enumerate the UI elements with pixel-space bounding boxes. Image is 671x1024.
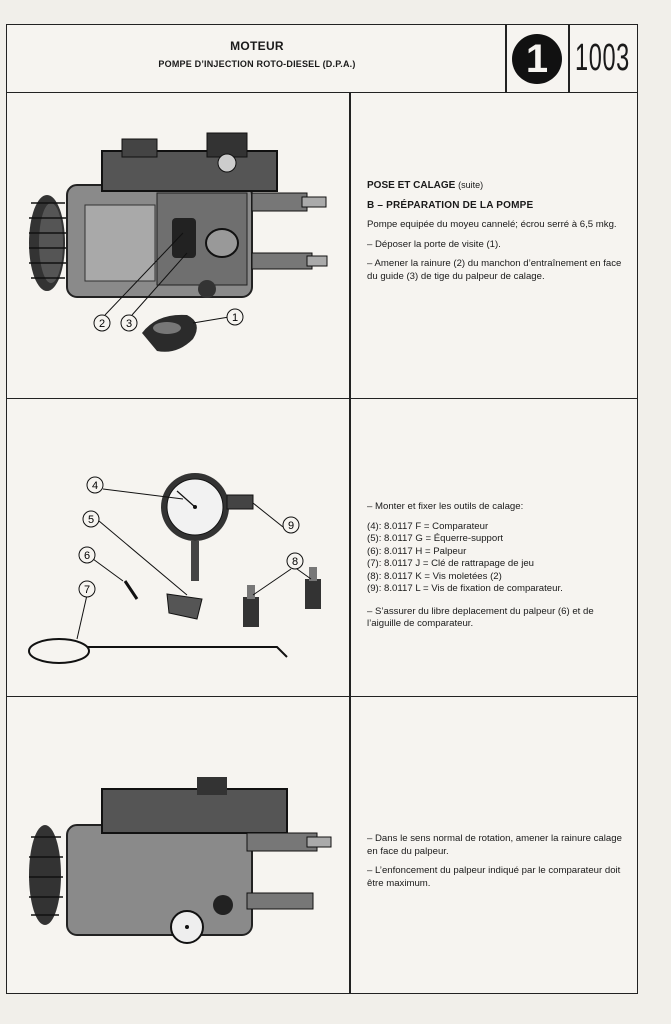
tool-item: (6): 8.0117 H = Palpeur (367, 545, 467, 557)
figure-tools-cell (7, 399, 349, 696)
callout-3: 3 (125, 318, 133, 330)
callout-2: 2 (98, 318, 106, 330)
text-tools-cell (351, 399, 637, 696)
section-preparation (7, 93, 637, 399)
page-header (7, 25, 637, 93)
manual-page (6, 24, 638, 994)
page-code: 1003 (575, 37, 630, 79)
step-bullet: – L’enfoncement du palpeur indiqué par le comparateur doit être maximum. (367, 865, 621, 889)
tool-item: (5): 8.0117 G = Équerre-support (367, 533, 504, 544)
step-bullet: – Dans le sens normal de rotation, amener la rainure calage en face du palpeur. (367, 833, 622, 857)
callout-8: 8 (291, 556, 299, 568)
tools-illustration (7, 399, 349, 696)
section-heading (367, 179, 627, 193)
callout-4: 4 (91, 480, 99, 492)
header-divider (505, 25, 507, 92)
text-preparation-cell (351, 93, 637, 398)
section-heading-main: POSE ET CALAGE (367, 180, 456, 191)
callout-9: 9 (287, 520, 295, 532)
figure-pump-gauge-cell (7, 697, 349, 993)
pump-with-gauge-illustration (7, 697, 349, 993)
tool-item: (7): 8.0117 J = Clé de rattrapage de jeu (367, 558, 535, 569)
section-rotation (7, 697, 637, 993)
tool-item: (8): 8.0117 K = Vis moletées (2) (367, 570, 502, 582)
section-heading-suffix: (suite) (458, 180, 484, 190)
callout-1: 1 (231, 312, 239, 324)
step-bullet: – Déposer la porte de visite (1). (367, 238, 501, 250)
pump-paragraph: Pompe equipée du moyeu cannelé; écrou serré à 6,5 mkg. (367, 219, 617, 230)
chapter-badge: 1 (512, 34, 562, 84)
callout-7: 7 (83, 584, 91, 596)
figure-pump-cell (7, 93, 349, 398)
section-subheading: B – PRÉPARATION DE LA POMPE (367, 199, 534, 211)
header-divider (568, 25, 570, 92)
page-title: MOTEUR (230, 39, 284, 53)
tool-item: (9): 8.0117 L = Vis de fixation de comparateur. (367, 583, 563, 594)
callout-5: 5 (87, 514, 95, 526)
page-subtitle: POMPE D’INJECTION ROTO-DIESEL (D.P.A.) (158, 59, 356, 69)
callout-6: 6 (83, 550, 91, 562)
pump-illustration (7, 93, 349, 398)
tools-note: – S’assurer du libre deplacement du palpeur (6) et de l’aiguille de comparateur. (367, 605, 594, 629)
section-tools (7, 399, 637, 697)
text-rotation-cell (351, 697, 637, 993)
tools-intro: – Monter et fixer les outils de calage: (367, 501, 524, 512)
tool-item: (4): 8.0117 F = Comparateur (367, 520, 489, 532)
step-bullet: – Amener la rainure (2) du manchon d’entraînement en face du guide (3) de tige du palpeur de calage. (367, 258, 622, 282)
